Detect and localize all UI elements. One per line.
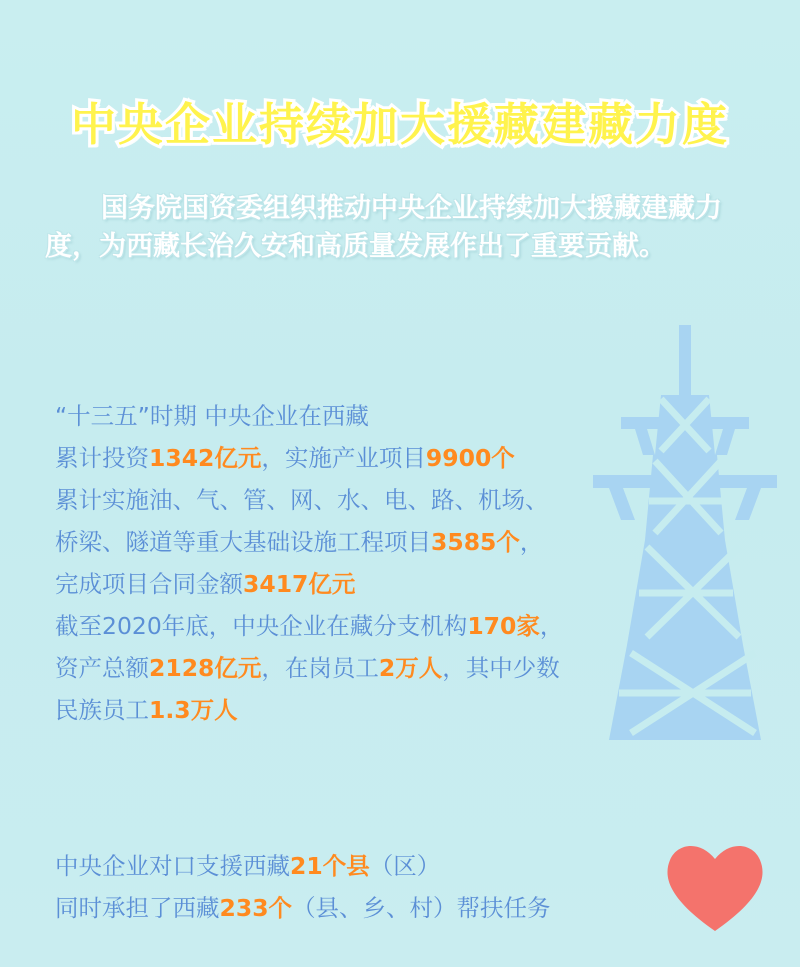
text-segment: 累计实施油、气、管、网、水、电、路、机场、 (55, 486, 549, 514)
text-segment: （县、乡、村）帮扶任务 (292, 894, 551, 922)
text-segment: 资产总额 (55, 654, 149, 682)
highlight-value: 170家 (467, 612, 540, 640)
text-segment: ，实施产业项目 (261, 444, 426, 472)
statistics-block (55, 395, 715, 731)
support-line-1 (55, 845, 715, 887)
page-title (0, 88, 800, 153)
highlight-value: 9900个 (425, 444, 515, 472)
statistics-line-4 (55, 521, 715, 563)
text-segment: 中央企业对口支援西藏 (55, 852, 290, 880)
highlight-value: 21个县 (290, 852, 370, 880)
support-block (55, 845, 715, 929)
statistics-line-2 (55, 437, 715, 479)
text-segment: ， (519, 528, 544, 556)
statistics-line-7 (55, 647, 715, 689)
text-segment: 同时承担了西藏 (55, 894, 220, 922)
text-segment: ，在岗员工 (261, 654, 379, 682)
statistics-line-3 (55, 479, 715, 521)
text-segment: 完成项目合同金额 (55, 570, 243, 598)
highlight-value: 3417亿元 (243, 570, 356, 598)
highlight-value: 1.3万人 (149, 696, 238, 724)
text-segment: 累计投资 (55, 444, 149, 472)
highlight-value: 2万人 (378, 654, 443, 682)
text-segment: 截至2020年底，中央企业在藏分支机构 (55, 612, 468, 640)
statistics-line-1 (55, 395, 715, 437)
text-segment: 桥梁、隧道等重大基础设施工程项目 (55, 528, 431, 556)
text-segment: “十三五”时期 中央企业在西藏 (55, 402, 369, 430)
text-segment: ，其中少数 (442, 654, 560, 682)
highlight-value: 2128亿元 (149, 654, 262, 682)
highlight-value: 233个 (219, 894, 293, 922)
highlight-value: 3585个 (431, 528, 520, 556)
text-segment: ， (539, 612, 564, 640)
statistics-line-5 (55, 563, 715, 605)
page-title-text: 中央企业持续加大援藏建藏力度 (70, 98, 729, 151)
intro-paragraph: 国务院国资委组织推动中央企业持续加大援藏建藏力度，为西藏长治久安和高质量发展作出了重要贡献。 (45, 193, 722, 262)
support-line-2 (55, 887, 715, 929)
text-segment: 民族员工 (55, 696, 149, 724)
highlight-value: 1342亿元 (149, 444, 262, 472)
text-segment: （区） (369, 852, 441, 880)
statistics-line-6 (55, 605, 715, 647)
statistics-line-8 (55, 689, 715, 731)
